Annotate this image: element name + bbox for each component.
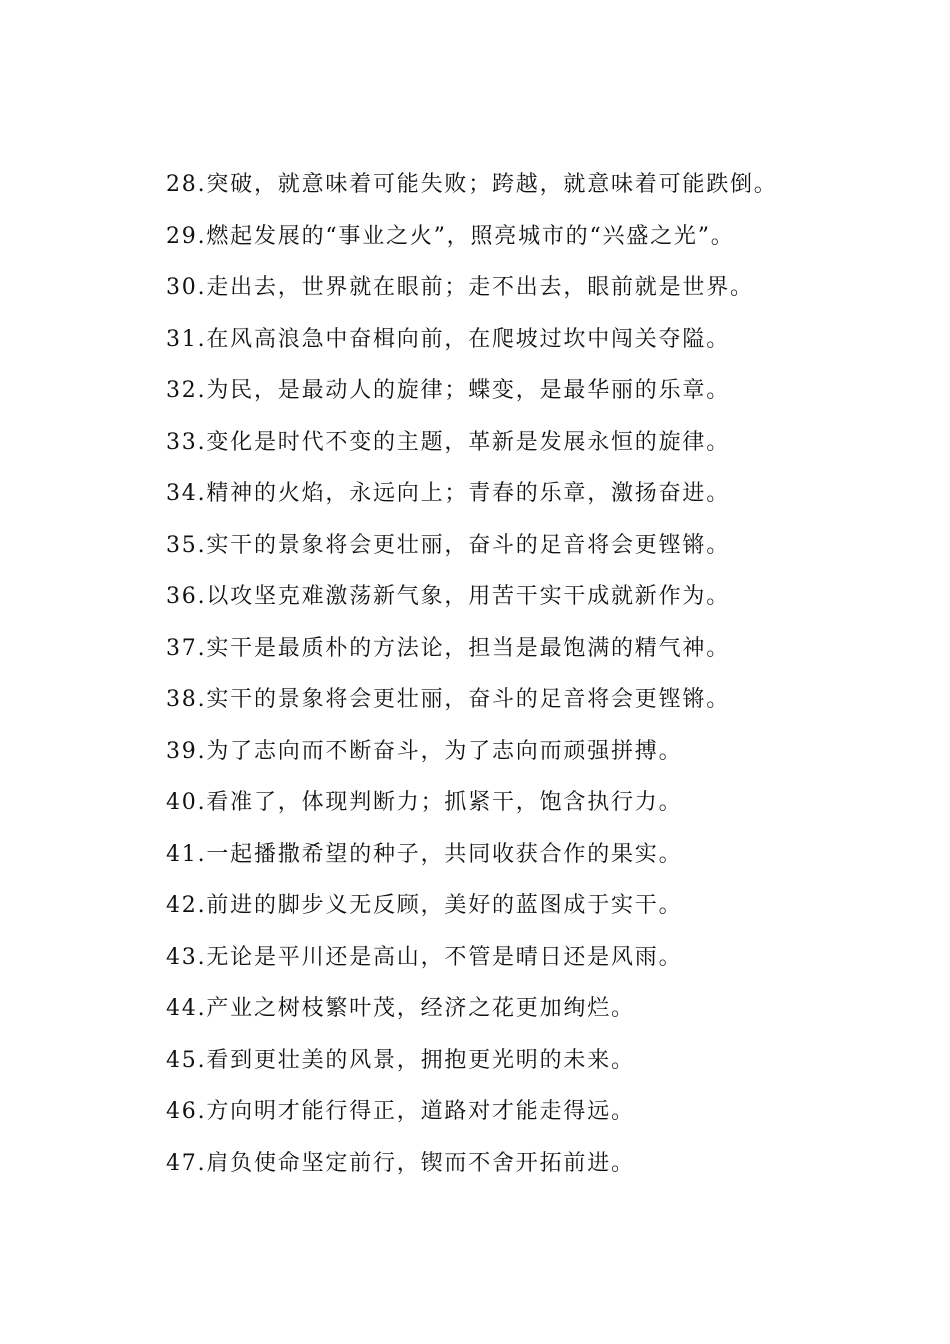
slogan-line: 39.为了志向而不断奋斗，为了志向而顽强拼搏。 <box>166 738 683 764</box>
slogan-line: 46.方向明才能行得正，道路对才能走得远。 <box>166 1099 635 1124</box>
slogan-line: 28.突破，就意味着可能失败；跨越，就意味着可能跌倒。 <box>166 172 778 197</box>
slogan-line: 45.看到更壮美的风景，拥抱更光明的未来。 <box>166 1047 635 1073</box>
slogan-line: 32.为民，是最动人的旋律；蝶变，是最华丽的乐章。 <box>166 378 730 403</box>
slogan-line: 42.前进的脚步义无反顾，美好的蓝图成于实干。 <box>166 893 683 918</box>
slogan-line: 43.无论是平川还是高山，不管是晴日还是风雨。 <box>166 944 683 970</box>
slogan-list <box>166 162 906 1192</box>
slogan-line: 36.以攻坚克难激荡新气象，用苦干实干成就新作为。 <box>166 584 730 609</box>
slogan-line: 38.实干的景象将会更壮丽，奋斗的足音将会更铿锵。 <box>166 687 730 712</box>
slogan-line: 44.产业之树枝繁叶茂，经济之花更加绚烂。 <box>166 996 635 1021</box>
slogan-line: 37.实干是最质朴的方法论，担当是最饱满的精气神。 <box>166 635 730 661</box>
slogan-line: 31.在风高浪急中奋楫向前，在爬坡过坎中闯关夺隘。 <box>166 326 730 352</box>
slogan-line: 47.肩负使命坚定前行，锲而不舍开拓前进。 <box>166 1150 635 1176</box>
slogan-line: 34.精神的火焰，永远向上；青春的乐章，激扬奋进。 <box>166 481 730 506</box>
slogan-line: 30.走出去，世界就在眼前；走不出去，眼前就是世界。 <box>166 275 754 300</box>
slogan-line: 41.一起播撒希望的种子，共同收获合作的果实。 <box>166 841 683 867</box>
slogan-line: 40.看准了，体现判断力；抓紧干，饱含执行力。 <box>166 790 683 815</box>
slogan-line: 29.燃起发展的“事业之火”，照亮城市的“兴盛之光”。 <box>166 223 735 249</box>
slogan-line: 35.实干的景象将会更壮丽，奋斗的足音将会更铿锵。 <box>166 532 730 558</box>
slogan-line: 33.变化是时代不变的主题，革新是发展永恒的旋律。 <box>166 429 730 455</box>
